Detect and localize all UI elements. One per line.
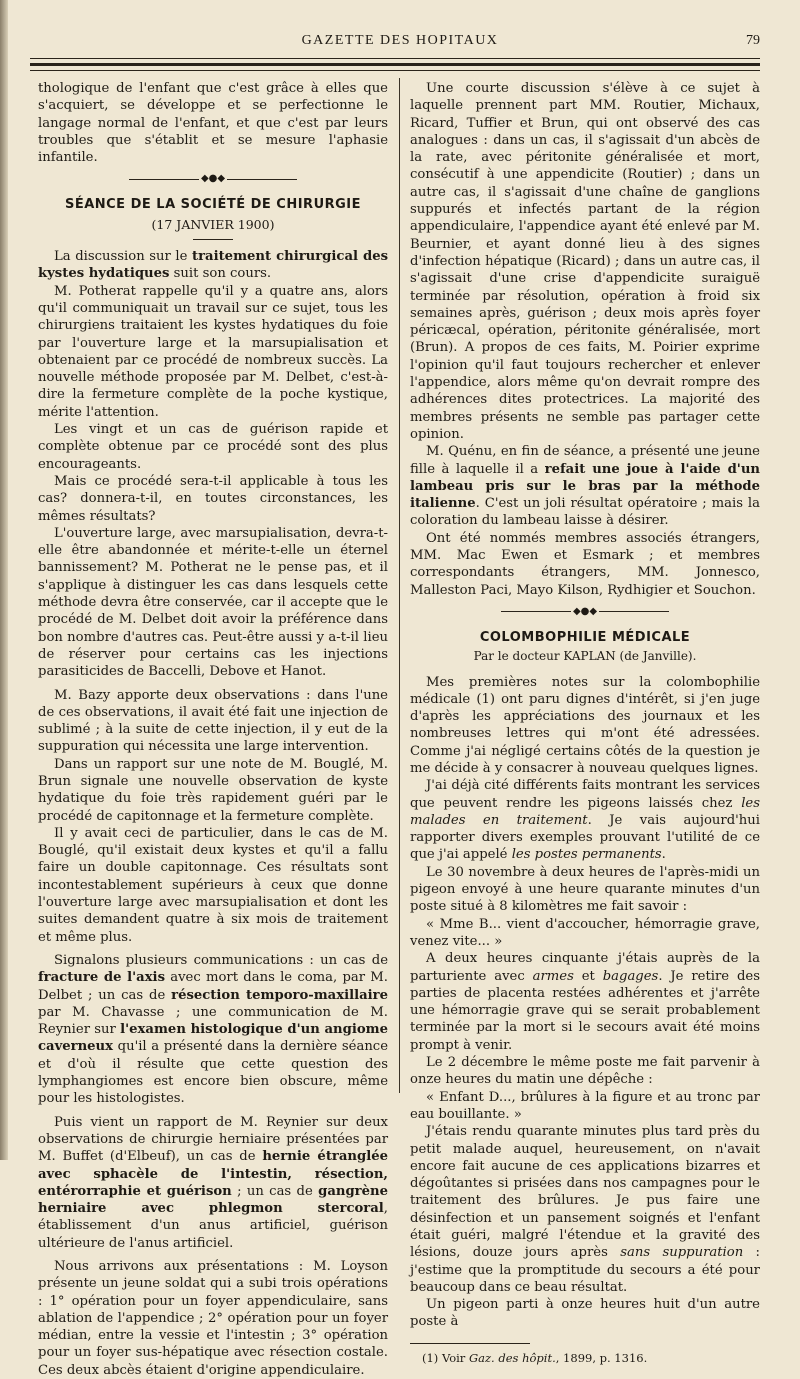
running-header [0, 33, 800, 53]
paragraph: Nous arrivons aux présentations : M. Loyson présente un jeune soldat qui a subi trois opérations : 1° opération pour un foyer appendiculaire, sans ablation de l'appendice ; 2° opération pour un foyer médian, entre la vessie et l'intestin ; 3° opération pour un foyer sus-hépatique avec résection costale. Ces deux abcès étaient d'origine appendiculaire. [38, 1259, 388, 1378]
paragraph: Un pigeon parti à onze heures huit d'un autre poste à [410, 1297, 760, 1330]
header-rule-top [30, 58, 760, 59]
paragraph: Le 30 novembre à deux heures de l'après-midi un pigeon envoyé à une heure quarante minutes d'un poste situé à 8 kilomètres me fait savoir : [410, 864, 760, 915]
quotation: « Enfant D..., brûlures à la figure et au tronc par eau bouillante. » [410, 1089, 760, 1122]
journal-title: GAZETTE DES HOPITAUX [301, 33, 499, 48]
paragraph: A deux heures cinquante j'étais auprès de la parturiente avec armes et bagages. Je retire des parties de placenta restées adhérentes et j'arrête une hémorragie grave qui se serait probablement terminée par la mort si le secours avait été moins prompt à venir. [410, 951, 760, 1053]
paragraph: M. Bazy apporte deux observations : dans l'une de ces observations, il avait été fait une injection de sublimé ; à la suite de cette injection, il y eut de la suppuration qui nécessita une large intervention. [38, 687, 388, 755]
paragraph: Le 2 décembre le même poste me fait parvenir à onze heures du matin une dépêche : [410, 1055, 760, 1088]
paragraph: Il y avait ceci de particulier, dans le cas de M. Bouglé, qu'il existait deux kystes et qu'il a fallu faire un double capitonnage. Ces résultats sont incontestablement supérieurs à ceux que donne l'ouverture large avec marsupialisation et dont les suites demandent quatre à six mois de traitement et même plus. [38, 825, 388, 945]
paragraph: Dans un rapport sur une note de M. Bouglé, M. Brun signale une nouvelle observation de kyste hydatique du foie très rapidement guéri par le procédé de capitonnage et la fermeture complète. [38, 756, 388, 824]
left-column [38, 80, 388, 1379]
header-rule-bottom [30, 70, 760, 71]
section-title: COLOMBOPHILIE MÉDICALE [479, 629, 691, 645]
section-ornament: ◆●◆ [410, 605, 760, 619]
paragraph: Mes premières notes sur la colombophilie médicale (1) ont paru dignes d'intérêt, si j'en juge d'après les appréciations des journaux et les nombreuses lettres qui m'ont été adressées. Comme j'ai négligé certains côtés de la question je me décide à y consacrer à nouveau quelques lignes. [410, 674, 760, 776]
header-rule-thick [30, 63, 760, 66]
footnote-rule [410, 1343, 530, 1344]
paragraph: L'ouverture large, avec marsupialisation, devra-t-elle être abandonnée et mérite-t-elle un éternel bannissement? M. Potherat ne le pense pas, et il s'applique à distinguer les cas dans lesquels cette méthode devra être conservée, car il accepte que le procédé de M. Delbet doit avoir la préférence dans bon nombre d'autres cas. Peut-être aussi y a-t-il lieu de réserver pour certains cas les injections parasiticides de Baccelli, Debove et Hanot. [38, 525, 388, 680]
paragraph: Mais ce procédé sera-t-il applicable à tous les cas? donnera-t-il, en toutes circonstances, les mêmes résultats? [38, 473, 388, 524]
section-byline: Par le docteur KAPLAN (de Janville). [473, 649, 697, 664]
paragraph: La discussion sur le traitement chirurgical des kystes hydatiques suit son cours. [38, 249, 389, 282]
column-divider [399, 78, 400, 1093]
paragraph: J'ai déjà cité différents faits montrant les services que peuvent rendre les pigeons laissés chez les malades en traitement. Je vais aujourd'hui rapporter divers exemples prouvant l'utilité de ce que j'ai appelé les postes permanents. [410, 778, 760, 863]
footnote: (1) Voir Gaz. des hôpit., 1899, p. 1316. [422, 1350, 648, 1365]
paragraph: thologique de l'enfant que c'est grâce à elles que s'acquiert, se développe et se perfectionne le langage normal de l'enfant, et que c'est par leurs troubles que s'établit et se mesure l'aphasie infantile. [38, 81, 388, 166]
paragraph: M. Quénu, en fin de séance, a présenté une jeune fille à laquelle il a refait une joue à l'aide d'un lambeau pris sur le bras par la méthode italienne. C'est un joli résultat opératoire ; mais la coloration du lambeau laisse à désirer. [410, 444, 761, 529]
section-date: (17 JANVIER 1900) [151, 216, 275, 232]
paragraph: Une courte discussion s'élève à ce sujet à laquelle prennent part MM. Routier, Michaux, Ricard, Tuffier et Brun, qui ont observé des cas analogues : dans un cas, il s'agissait d'un abcès de la rate, avec péritonite généralisée et mort, consécutif à une appendicite (Routier) ; dans un autre cas, il s'agissait d'une chaîne de ganglions suppurés et infectés partant de la région appendiculaire, l'appendice ayant été enlevé par M. Beurnier, et ayant donné lieu à des signes d'infection hépatique (Ricard) ; dans un autre cas, il s'agissait d'une crise d'appendicite suraiguë terminée par résolution, opération à froid six semaines après, guérison ; deux mois après foyer péricæcal, opération, péritonite généralisée, mort (Brun). A propos de ces faits, M. Poirier exprime l'opinion qu'il faut toujours rechercher et enlever l'appendice, alors même qu'on devrait rompre des adhérences dites protectrices. La majorité des membres présents ne semble pas partager cette opinion. [410, 81, 760, 442]
paragraph: Signalons plusieurs communications : un cas de fracture de l'axis avec mort dans le coma, par M. Delbet ; un cas de résection temporo-maxillaire par M. Chavasse ; une communication de M. Reynier sur l'examen histologique d'un angiome caverneux qu'il a présenté dans la dernière séance et d'où il résulte que cette question des lymphangiomes est encore bien obscure, même pour les histologistes. [38, 952, 389, 1107]
paragraph: Les vingt et un cas de guérison rapide et complète obtenue par ce procédé sont des plus encourageants. [38, 422, 388, 472]
page-number: 79 [746, 33, 760, 48]
section-ornament: ◆●◆ [38, 172, 388, 186]
paragraph: Puis vient un rapport de M. Reynier sur deux observations de chirurgie herniaire présentées par M. Buffet (d'Elbeuf), un cas de hernie étranglée avec sphacèle de l'intestin, résection, entérorraphie et guérison ; un cas de gangrène herniaire avec phlegmon stercoral, établissement d'un anus artificiel, guérison ultérieure de l'anus artificiel. [38, 1114, 389, 1251]
paragraph: M. Potherat rappelle qu'il y a quatre ans, alors qu'il communiquait un travail sur ce sujet, tous les chirurgiens traitaient les kystes hydatiques du foie par l'ouverture large et la marsupialisation et obtenaient par ce procédé de nombreux succès. La nouvelle méthode proposée par M. Delbet, c'est-à-dire la fermeture complète de la poche kystique, mérite l'attention. [38, 283, 388, 420]
section-title: SÉANCE DE LA SOCIÉTÉ DE CHIRURGIE [64, 197, 362, 213]
paragraph: Ont été nommés membres associés étrangers, MM. Mac Ewen et Esmark ; et membres correspondants étrangers, MM. Jonnesco, Malleston Paci, Mayo Kilson, Rydhigier et Souchon. [410, 530, 760, 598]
right-column [410, 80, 760, 1367]
paragraph: J'étais rendu quarante minutes plus tard près du petit malade auquel, heureusement, on n'avait encore fait aucune de ces applications bizarres et dégoûtantes si prisées dans nos campagnes pour le traitement des brûlures. Je pus faire une désinfection et un pansement soignés et l'enfant était guéri, malgré l'étendue et la gravité des lésions, douze jours après sans suppuration : j'estime que la promptitude du secours a été pour beaucoup dans ce beau résultat. [410, 1124, 760, 1295]
quotation: « Mme B... vient d'accoucher, hémorragie grave, venez vite... » [410, 916, 760, 949]
short-rule [193, 239, 233, 240]
page-binding-edge [0, 0, 8, 1160]
